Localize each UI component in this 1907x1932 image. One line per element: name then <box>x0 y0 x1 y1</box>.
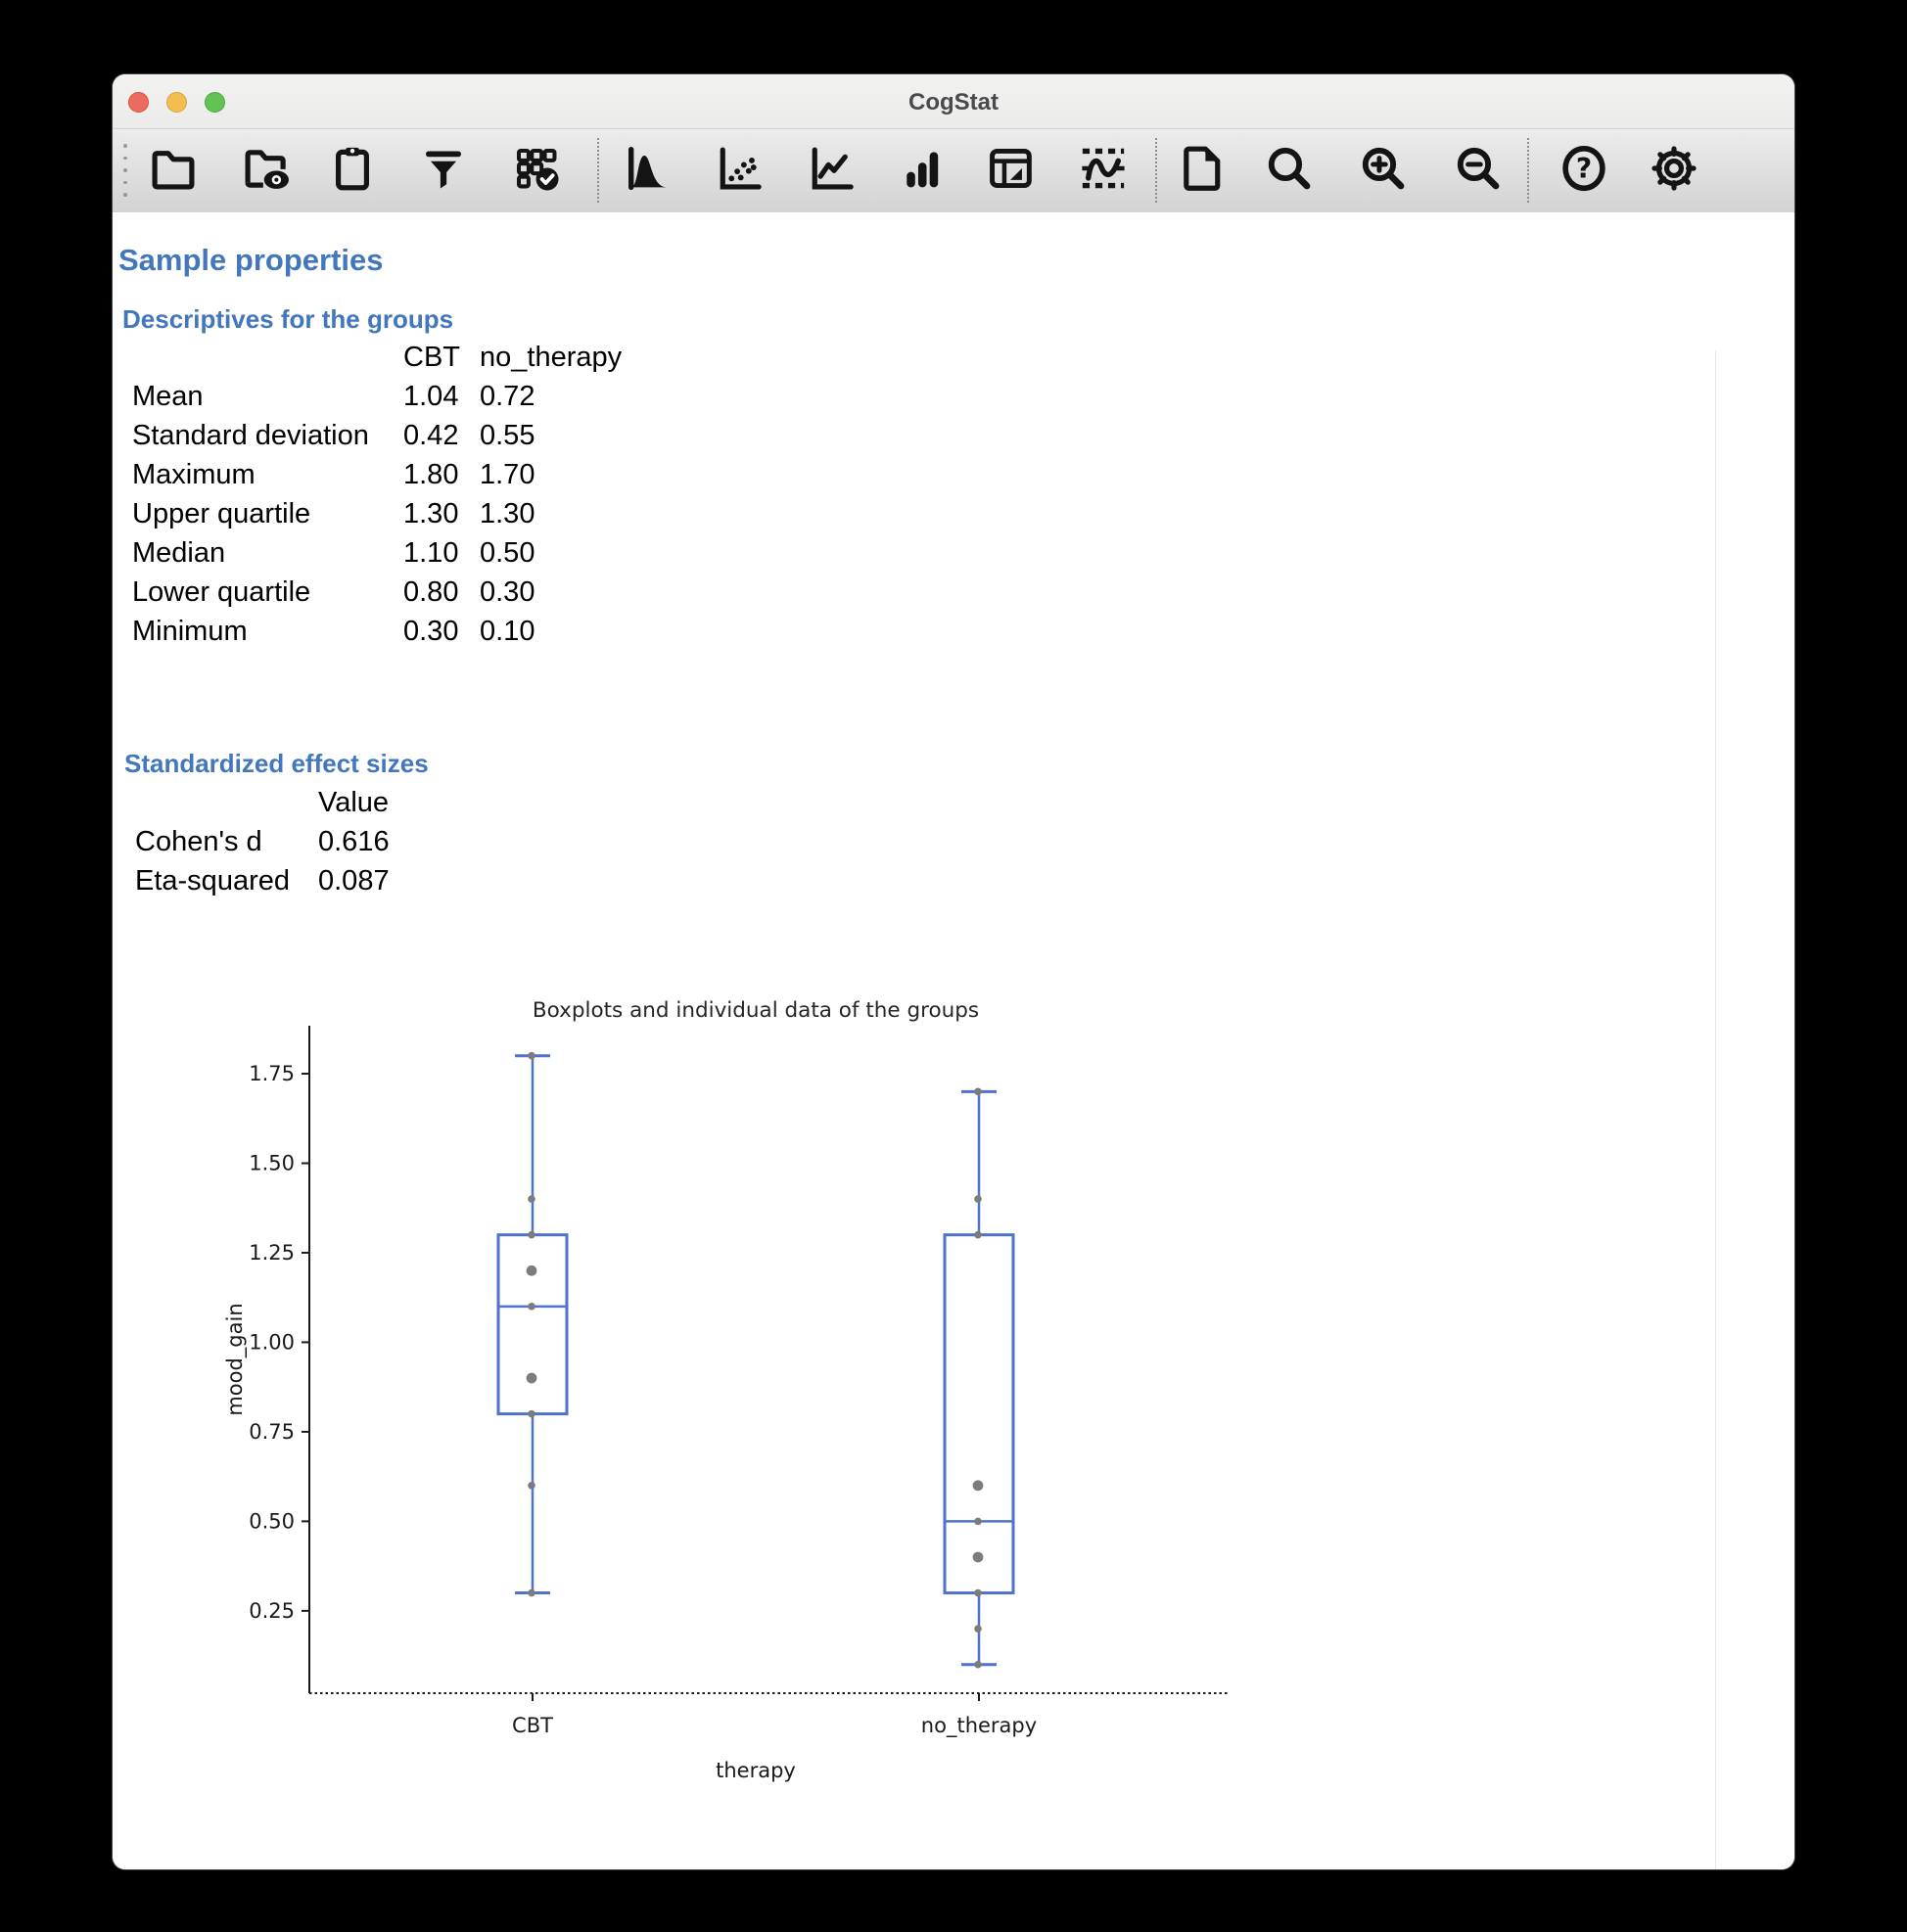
settings-button[interactable] <box>1647 144 1701 199</box>
open-folder-eye-icon <box>240 142 293 200</box>
x-tick-label: CBT <box>512 1714 553 1737</box>
scatter-plot-icon <box>712 142 765 200</box>
y-axis-label: mood_gain <box>223 1303 247 1416</box>
box-no_therapy <box>945 1235 1013 1593</box>
effect-sizes-table <box>113 783 455 900</box>
paste-button[interactable] <box>325 144 380 199</box>
data-point <box>974 1625 982 1633</box>
toolbar-drag-handle[interactable] <box>123 144 127 206</box>
table-row: Standard deviation 0.42 0.55 <box>132 420 535 451</box>
y-tick-label: 0.75 <box>249 1419 295 1444</box>
data-point <box>527 1265 537 1276</box>
y-tick-label: 0.25 <box>249 1598 295 1623</box>
pivot-table-button[interactable] <box>983 144 1038 199</box>
y-tick-label: 1.25 <box>249 1240 295 1265</box>
zoom-in-button[interactable] <box>1356 144 1411 199</box>
table-row: Mean 1.04 0.72 <box>132 381 535 412</box>
data-point <box>974 1231 982 1239</box>
bar-chart-icon <box>896 142 949 200</box>
scrollbar-gutter <box>1715 350 1716 1869</box>
histogram-icon <box>620 142 673 200</box>
distribution-button[interactable] <box>619 144 674 199</box>
new-document-button[interactable] <box>1175 144 1230 199</box>
table-row: Cohen's d 0.616 <box>135 826 390 857</box>
window-title: CogStat <box>908 89 999 115</box>
data-point <box>528 1231 535 1239</box>
help-icon <box>1558 142 1610 200</box>
filter-icon <box>417 142 470 200</box>
wave-filter-icon <box>1077 142 1130 200</box>
find-button[interactable] <box>1262 144 1317 199</box>
data-check-button[interactable] <box>509 144 564 199</box>
open-folder-icon <box>147 142 200 200</box>
table-row: Upper quartile 1.30 1.30 <box>132 498 535 529</box>
descriptives-heading: Descriptives for the groups <box>122 304 454 334</box>
data-point <box>974 1661 982 1669</box>
table-row: Maximum 1.80 1.70 <box>132 459 535 490</box>
pivot-table-icon <box>984 142 1037 200</box>
zoom-out-icon <box>1452 142 1505 200</box>
table-check-icon <box>510 142 563 200</box>
search-icon <box>1263 142 1316 200</box>
chart-title: Boxplots and individual data of the groups <box>532 998 980 1023</box>
scatter-button[interactable] <box>711 144 766 199</box>
results-pane <box>113 212 1794 1869</box>
toolbar <box>113 129 1794 213</box>
data-point <box>528 1052 535 1060</box>
data-point <box>528 1410 535 1418</box>
toolbar-separator <box>1527 138 1529 203</box>
data-point <box>974 1589 982 1597</box>
y-tick-label: 1.75 <box>249 1062 295 1086</box>
new-document-icon <box>1176 142 1229 200</box>
open-data-view-button[interactable] <box>239 144 294 199</box>
zoom-in-icon <box>1357 142 1410 200</box>
x-axis-label: therapy <box>716 1759 796 1782</box>
data-point <box>974 1195 982 1203</box>
cogstat-window <box>113 74 1794 1869</box>
table-row: Minimum 0.30 0.10 <box>132 616 535 647</box>
bar-chart-button[interactable] <box>895 144 950 199</box>
toolbar-separator <box>1155 138 1157 203</box>
data-point <box>973 1552 984 1563</box>
filter-button[interactable] <box>416 144 471 199</box>
y-tick-label: 1.50 <box>249 1151 295 1175</box>
descriptives-table <box>113 338 636 651</box>
open-file-button[interactable] <box>146 144 201 199</box>
data-point <box>528 1589 535 1597</box>
title-bar <box>113 74 1794 129</box>
line-chart-button[interactable] <box>803 144 858 199</box>
table-row: Lower quartile 0.80 0.30 <box>132 576 535 608</box>
toolbar-separator <box>597 138 599 203</box>
settings-icon <box>1648 142 1700 200</box>
data-point <box>974 1518 982 1526</box>
help-button[interactable] <box>1557 144 1611 199</box>
data-point <box>528 1303 535 1311</box>
page-title: Sample properties <box>118 243 384 277</box>
data-point <box>974 1088 982 1096</box>
line-chart-icon <box>804 142 857 200</box>
x-tick-label: no_therapy <box>920 1714 1038 1737</box>
data-point <box>973 1480 984 1491</box>
table-row: Median 1.10 0.50 <box>132 537 535 569</box>
zoom-out-button[interactable] <box>1451 144 1506 199</box>
table-row: Eta-squared 0.087 <box>135 865 390 897</box>
data-point <box>528 1195 535 1203</box>
y-tick-label: 1.00 <box>249 1330 295 1355</box>
effect-sizes-heading: Standardized effect sizes <box>124 749 429 778</box>
data-point <box>528 1482 535 1490</box>
clipboard-icon <box>326 142 379 200</box>
y-tick-label: 0.50 <box>249 1509 295 1534</box>
table-header-row: CBT no_therapy <box>403 342 623 373</box>
box-CBT <box>498 1235 567 1414</box>
svg-text:?: ? <box>1575 152 1593 185</box>
data-point <box>527 1373 537 1384</box>
table-header-row: Value <box>318 787 390 818</box>
signal-filter-button[interactable] <box>1076 144 1131 199</box>
